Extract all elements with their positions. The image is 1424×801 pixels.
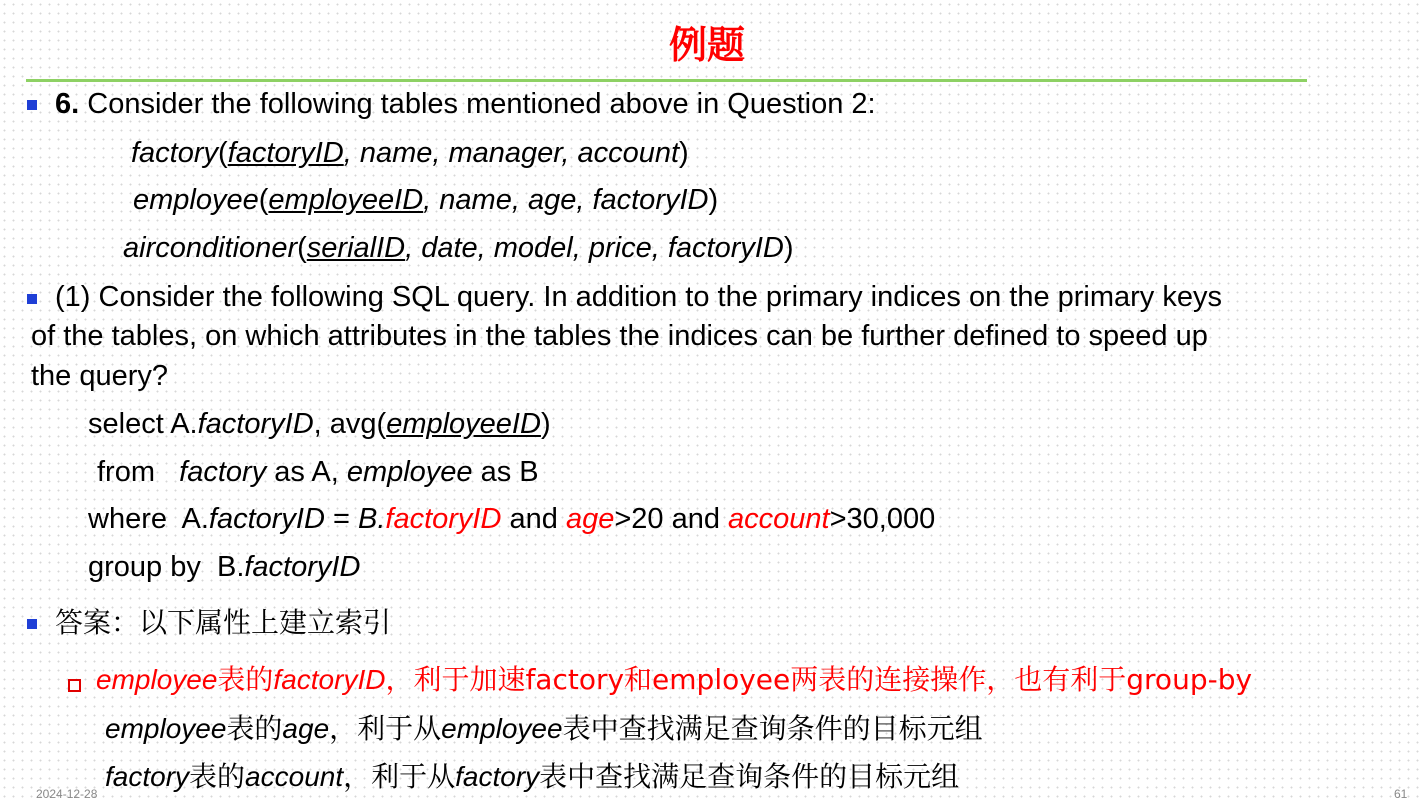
sql-where-cmp2: >30,000	[829, 503, 936, 535]
title-divider	[26, 79, 1307, 82]
schema-factory-attrs: , name, manager, account	[343, 137, 680, 169]
schema-aircon-name: airconditioner	[123, 232, 298, 264]
sql-where	[88, 501, 935, 537]
answer-item3-t3: account	[245, 761, 344, 792]
sql-select-end: )	[540, 408, 551, 440]
answer-item2-t6: 表中查找满足查询条件的目标元组	[562, 712, 983, 745]
schema-employee-name: employee	[133, 184, 259, 216]
answer-item3-t2: 表的	[189, 760, 246, 793]
answer-item2-t2: 表的	[226, 712, 283, 745]
answer-item1	[96, 662, 1252, 698]
schema-aircon-key: serialID	[306, 232, 406, 264]
bullet-icon	[27, 100, 37, 110]
schema-factory: factory(factoryID, name, manager, account)	[131, 137, 689, 169]
answer-item1-t2: 表的	[217, 663, 274, 696]
answer-item3-t5: factory	[455, 761, 540, 792]
bullet-icon	[27, 619, 37, 629]
sql-from	[97, 454, 539, 490]
part1-line1: (1) Consider the following SQL query. In addition to the primary indices on the primary keys	[55, 281, 1222, 313]
answer-item3-t4: ，利于从	[343, 760, 456, 793]
sql-from-alias2: as B	[472, 456, 539, 488]
bullet-icon	[27, 294, 37, 304]
sql-where-attr1: factoryID	[208, 503, 325, 535]
answer-item1-t1: employee	[96, 664, 218, 695]
answer-item2	[105, 711, 983, 747]
sql-select-mid: , avg(	[313, 408, 387, 440]
answer-item3-t1: factory	[105, 761, 190, 792]
answer-item2-t4: ，利于从	[329, 712, 442, 745]
schema-factory-name: factory	[131, 137, 219, 169]
sql-select-attr: factoryID	[197, 408, 314, 440]
sql-where-and: and	[501, 503, 566, 535]
schema-employee-key: employeeID	[268, 184, 424, 216]
answer-item1-t4: ，利于加速factory和employee两表的连接操作，也有利于group-by	[385, 663, 1253, 696]
schema-employee: employee(employeeID, name, age, factoryID)	[133, 184, 719, 216]
answer-item2-t3: age	[282, 713, 330, 744]
footer-date: 2024-12-28	[36, 787, 98, 801]
schema-aircon-attrs: , date, model, price, factoryID	[405, 232, 784, 264]
sql-where-b: B.	[358, 503, 386, 535]
question-intro	[55, 86, 876, 122]
sql-select	[88, 406, 551, 442]
sql-where-kw: where A.	[88, 503, 209, 535]
answer-item1-t3: factoryID	[273, 664, 386, 695]
sql-from-table1: factory	[179, 456, 267, 488]
sql-where-battr: factoryID	[385, 503, 502, 535]
answer-item3	[105, 759, 959, 795]
part1-line3: the query?	[31, 360, 169, 392]
sql-from-alias1: as A,	[266, 456, 347, 488]
schema-factory-key: factoryID	[227, 137, 344, 169]
schema-employee-attrs: , name, age, factoryID	[423, 184, 709, 216]
sql-group-kw: group by B.	[88, 551, 245, 583]
sub-bullet-icon	[68, 679, 81, 692]
answer-item3-t6: 表中查找满足查询条件的目标元组	[539, 760, 960, 793]
sql-where-age: age	[565, 503, 615, 535]
sql-select-kw: select A.	[88, 408, 198, 440]
slide-title: 例题	[668, 23, 745, 67]
question-number: 6.	[55, 88, 80, 120]
sql-groupby	[88, 549, 360, 585]
answer-item2-t5: employee	[441, 713, 563, 744]
sql-from-kw: from	[97, 456, 180, 488]
answer-heading: 答案：以下属性上建立索引	[55, 606, 392, 639]
sql-select-arg: employeeID	[386, 408, 541, 440]
sql-where-cmp1: >20 and	[614, 503, 729, 535]
question-intro-text: Consider the following tables mentioned above in Question 2:	[79, 88, 876, 120]
page-number: 61	[1394, 787, 1408, 801]
sql-where-eq: =	[324, 503, 358, 535]
sql-where-account: account	[728, 503, 830, 535]
sql-from-table2: employee	[346, 456, 473, 488]
part1-line2: of the tables, on which attributes in the tables the indices can be further defined to speed up	[31, 320, 1208, 352]
sql-group-attr: factoryID	[244, 551, 361, 583]
schema-airconditioner: airconditioner(serialID, date, model, price, factoryID)	[123, 232, 794, 264]
answer-item2-t1: employee	[105, 713, 227, 744]
